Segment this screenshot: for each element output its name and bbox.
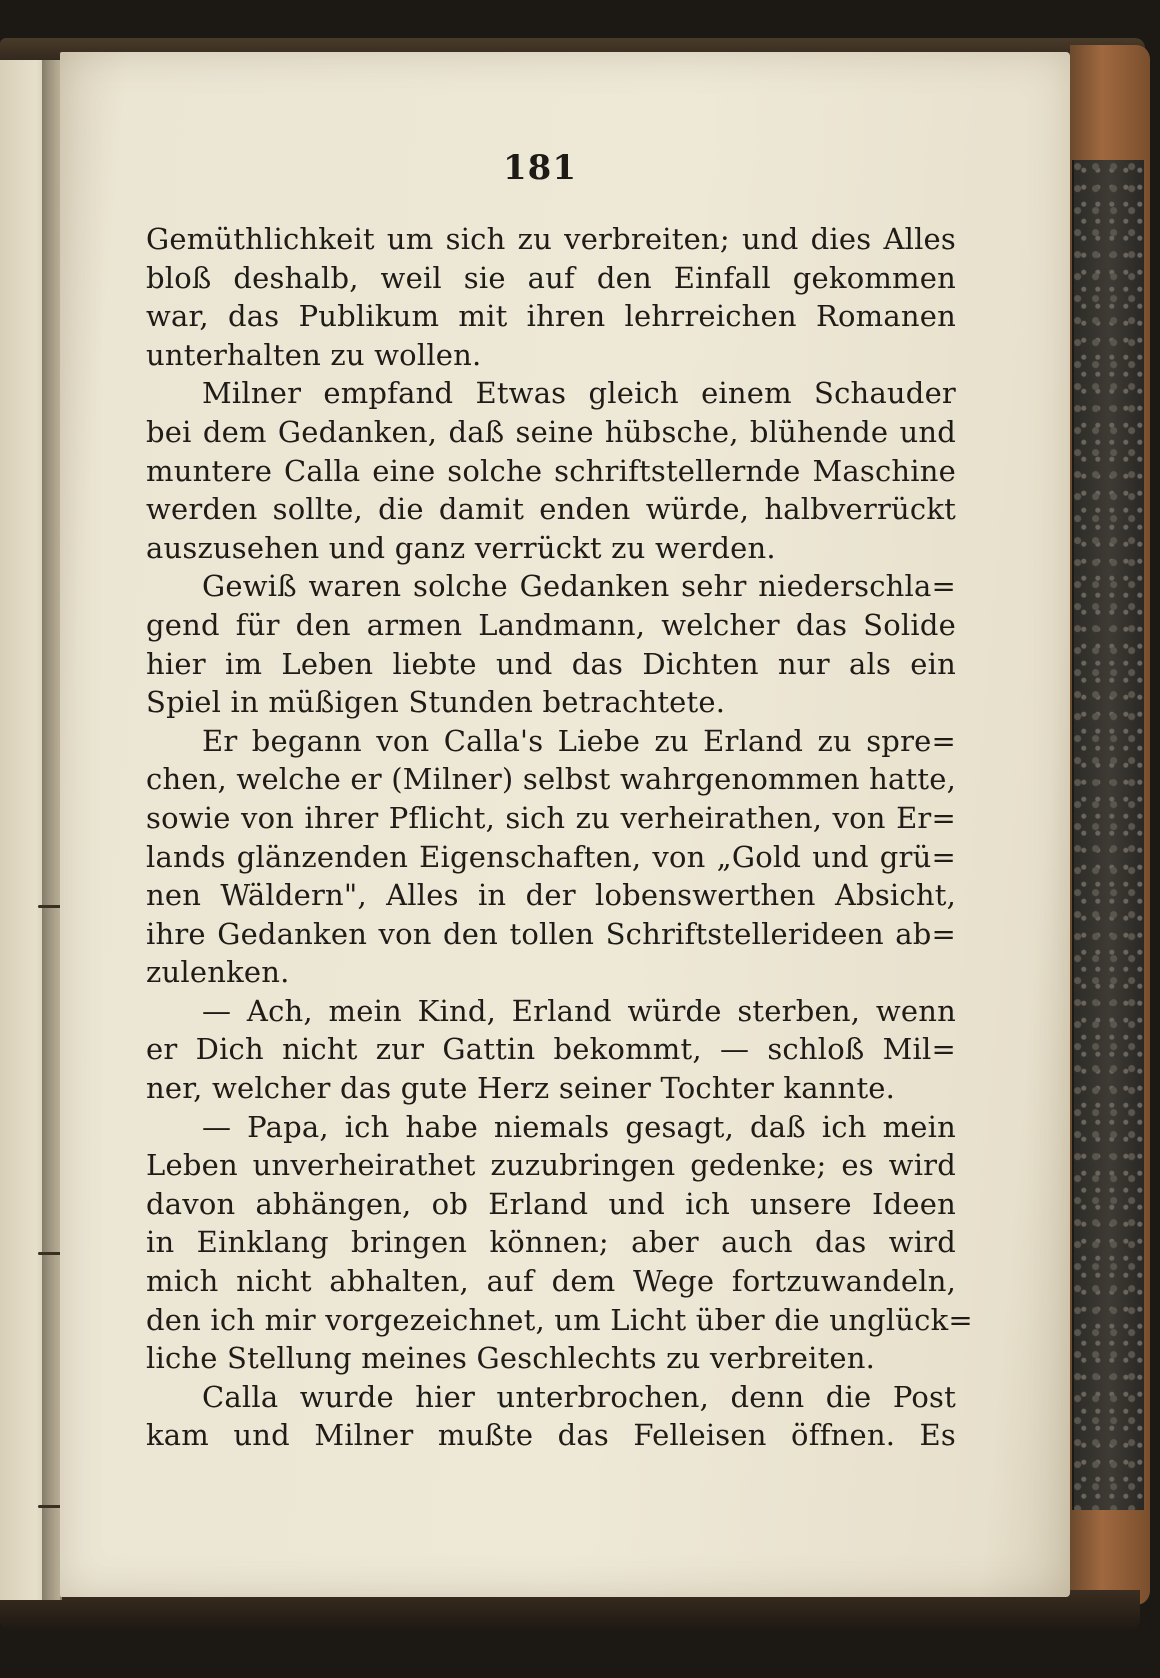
text-line: davon abhängen, ob Erland und ich unsere Ideen: [146, 1186, 956, 1221]
text-line: Leben unverheirathet zuzubringen gedenke; es wird: [146, 1148, 956, 1183]
text-line: muntere Calla eine solche schriftstellernde Maschine: [146, 453, 956, 488]
text-line: sowie von ihrer Pflicht, sich zu verheirathen, von Er=: [146, 800, 956, 835]
book-page: [60, 52, 1070, 1597]
text-line: bloß deshalb, weil sie auf den Einfall gekommen: [146, 260, 956, 295]
text-line: in Einklang bringen können; aber auch das wird: [146, 1225, 956, 1260]
text-line: hier im Leben liebte und das Dichten nur als ein: [146, 646, 956, 681]
text-line: Spiel in müßigen Stunden betrachtete.: [146, 685, 726, 720]
text-line: nen Wäldern", Alles in der lobenswerthen Absicht,: [146, 878, 956, 913]
text-line: Er begann von Calla's Liebe zu Erland zu spre=: [202, 723, 956, 758]
text-line: den ich mir vorgezeichnet, um Licht über die unglück=: [146, 1302, 973, 1337]
text-line: war, das Publikum mit ihren lehrreichen Romanen: [146, 299, 956, 334]
text-line: Gemüthlichkeit um sich zu verbreiten; und dies Alles: [146, 222, 956, 256]
text-line: werden sollte, die damit enden würde, halbverrückt: [146, 492, 956, 527]
text-line: liche Stellung meines Geschlechts zu verbreiten.: [146, 1341, 876, 1376]
page-gutter-shadow: [42, 60, 60, 1600]
text-line: unterhalten zu wollen.: [146, 337, 482, 372]
text-line: kam und Milner mußte das Felleisen öffnen. Es: [146, 1418, 956, 1453]
text-line: Calla wurde hier unterbrochen, denn die Post: [202, 1379, 956, 1414]
page-text: [146, 220, 973, 1455]
text-line: auszusehen und ganz verrückt zu werden.: [146, 530, 776, 565]
text-line: Milner empfand Etwas gleich einem Schauder: [202, 376, 956, 411]
text-line: ner, welcher das gute Herz seiner Tochter kannte.: [146, 1071, 896, 1106]
text-line: lands glänzenden Eigenschaften, von „Gold und grü=: [146, 839, 956, 874]
book-cover-marbled-board: [1072, 160, 1144, 1510]
text-line: zulenken.: [146, 955, 290, 990]
text-line: ihre Gedanken von den tollen Schriftstellerideen ab=: [146, 916, 956, 951]
text-line: — Ach, mein Kind, Erland würde sterben, wenn: [202, 993, 956, 1028]
text-line: mich nicht abhalten, auf dem Wege fortzuwandeln,: [146, 1264, 956, 1299]
text-line: bei dem Gedanken, daß seine hübsche, blühende und: [146, 414, 956, 449]
text-line: er Dich nicht zur Gattin bekommt, — schloß Mil=: [146, 1032, 956, 1067]
text-line: chen, welche er (Milner) selbst wahrgenommen hatte,: [146, 762, 956, 797]
text-line: Gewiß waren solche Gedanken sehr niederschla=: [202, 569, 956, 604]
page-number: 181: [503, 148, 577, 188]
text-line: — Papa, ich habe niemals gesagt, daß ich mein: [202, 1109, 956, 1144]
text-line: gend für den armen Landmann, welcher das Solide: [146, 607, 956, 642]
